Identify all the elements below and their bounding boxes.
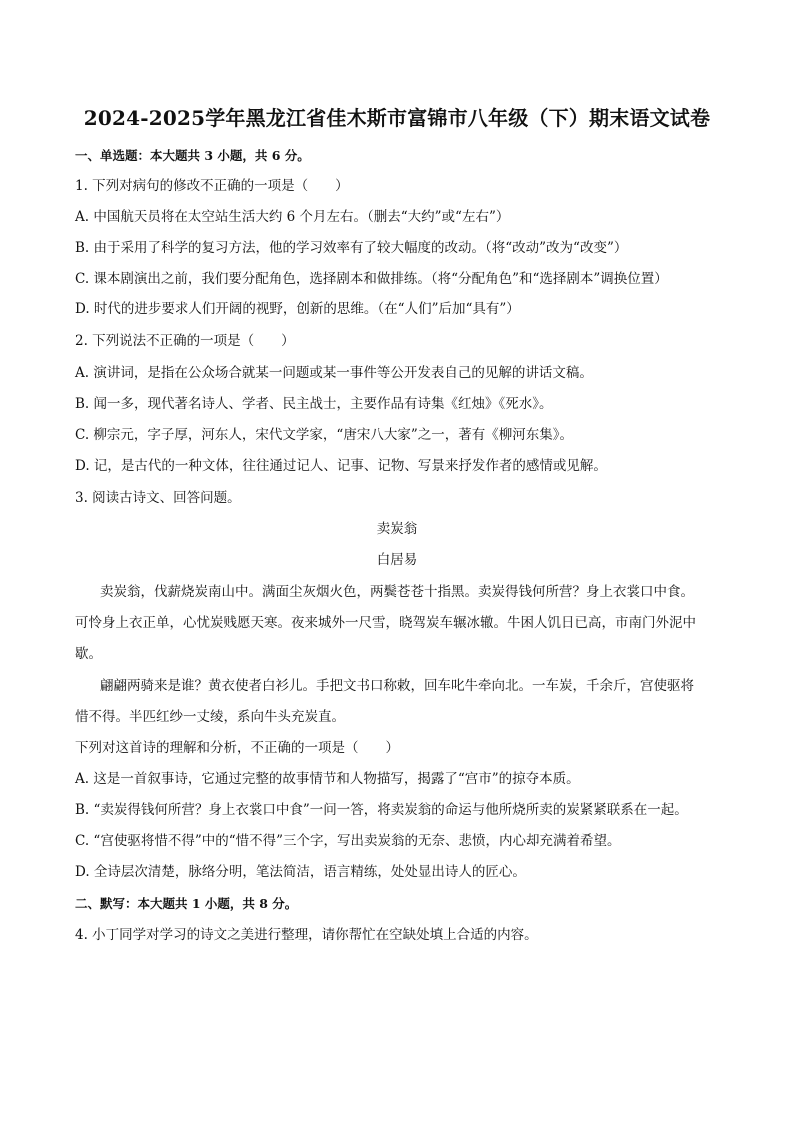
question-3-option-c: C. “宫使驱将惜不得”中的“惜不得”三个字，写出卖炭翁的无奈、悲愤，内心却充满着希望。	[75, 833, 621, 849]
question-1-option-d: D. 时代的进步要求人们开阔的视野，创新的思维。（在“人们”后加“具有”）	[75, 301, 520, 317]
question-3-prompt: 下列对这首诗的理解和分析，不正确的一项是（ ）	[75, 740, 399, 756]
question-3-option-a: A. 这是一首叙事诗，它通过完整的故事情节和人物描写，揭露了“宫市”的掠夺本质。	[75, 771, 580, 787]
section-heading-1: 一、单选题：本大题共 3 小题，共 6 分。	[75, 148, 310, 163]
question-3-stem: 3. 阅读古诗文、回答问题。	[75, 490, 241, 506]
poem-line: 歇。	[75, 646, 102, 662]
question-2-option-a: A. 演讲词，是指在公众场合就某一问题或某一事件等公开发表自己的见解的讲话文稿。	[75, 365, 593, 381]
page-title: 2024-2025学年黑龙江省佳木斯市富锦市八年级（下）期末语文试卷	[83, 106, 711, 130]
poem-title: 卖炭翁	[376, 521, 418, 537]
question-2-option-b: B. 闻一多，现代著名诗人、学者、民主战士，主要作品有诗集《红烛》《死水》。	[75, 396, 553, 412]
question-2-option-c: C. 柳宗元，字子厚，河东人，宋代文学家，“唐宋八大家”之一，著有《柳河东集》。	[75, 427, 573, 443]
poem-line: 可怜身上衣正单，心忧炭贱愿天寒。夜来城外一尺雪，晓驾炭车辗冰辙。牛困人饥日已高，市南门外泥中	[75, 615, 696, 631]
question-1-option-c: C. 课本剧演出之前，我们要分配角色，选择剧本和做排练。（将“分配角色”和“选择剧本”调换位置）	[75, 271, 668, 287]
poem-line: 翩翩两骑来是谁？黄衣使者白衫儿。手把文书口称敕，回车叱牛牵向北。一车炭，千余斤，宫使驱将	[100, 678, 694, 694]
poem-author: 白居易	[376, 552, 418, 568]
question-1-stem: 1. 下列对病句的修改不正确的一项是（ ）	[75, 178, 349, 194]
question-3-option-b: B. “卖炭得钱何所营？身上衣裳口中食”一问一答，将卖炭翁的命运与他所烧所卖的炭紧紧联系在一起。	[75, 802, 688, 818]
question-2-option-d: D. 记，是古代的一种文体，往往通过记人、记事、记物、写景来抒发作者的感情或见解。	[75, 458, 607, 474]
question-3-option-d: D. 全诗层次清楚，脉络分明，笔法简洁，语言精练，处处显出诗人的匠心。	[75, 864, 526, 880]
question-2-stem: 2. 下列说法不正确的一项是（ ）	[75, 333, 295, 349]
question-1-option-b: B. 由于采用了科学的复习方法，他的学习效率有了较大幅度的改动。（将“改动”改为“改变”）	[75, 240, 628, 256]
poem-line: 卖炭翁，伐薪烧炭南山中。满面尘灰烟火色，两鬓苍苍十指黑。卖炭得钱何所营？身上衣裳口中食。	[100, 584, 694, 600]
section-heading-2: 二、默写：本大题共 1 小题，共 8 分。	[75, 896, 298, 911]
question-4-stem: 4. 小丁同学对学习的诗文之美进行整理，请你帮忙在空缺处填上合适的内容。	[75, 927, 538, 943]
poem-line: 惜不得。半匹红纱一丈绫，系向牛头充炭直。	[75, 709, 345, 725]
question-1-option-a: A. 中国航天员将在太空站生活大约 6 个月左右。（删去“大约”或“左右”）	[75, 209, 510, 225]
